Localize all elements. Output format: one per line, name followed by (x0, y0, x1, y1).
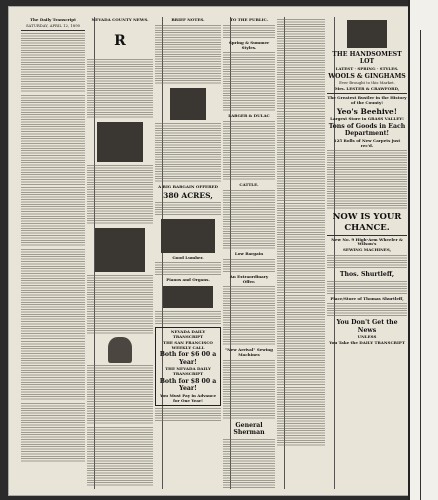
article-text (21, 341, 85, 401)
article-text (155, 311, 221, 325)
article-text (277, 203, 325, 293)
monument-illustration (95, 228, 145, 272)
both-for-6: Both for $6 00 a Year! (159, 351, 217, 366)
column-2 (87, 17, 153, 489)
article-text (87, 165, 153, 225)
article-text (21, 187, 85, 247)
article-text (277, 387, 325, 447)
greatest-rustler-line: The Greatest Rustler in the History of the County! (327, 95, 407, 106)
sewing-machines-line: SEWING MACHINES, (343, 247, 391, 253)
piano-illustration (163, 286, 213, 308)
bargain-headline: Low Bargain (234, 250, 264, 256)
article-text (21, 95, 85, 185)
acres-headline: 380 ACRES, (163, 190, 213, 200)
tons-of-goods-line: Tons of Goods in Each Department! (328, 122, 406, 138)
article-text (223, 439, 275, 489)
article-text (21, 403, 85, 463)
article-text (327, 303, 407, 317)
article-text (21, 249, 85, 339)
beehive-headline: Yeo's Beehive! (336, 107, 398, 117)
column-4 (223, 17, 275, 489)
column-3-header: BRIEF NOTES. (171, 17, 205, 22)
article-text (155, 202, 221, 216)
article-text (327, 150, 407, 210)
landscape-illustration (161, 219, 215, 253)
article-text (223, 52, 275, 112)
article-text (223, 286, 275, 346)
article-text (327, 255, 407, 269)
wheeler-wilson-line: New No. 9 High-Arm Wheeler & Wilson's (331, 236, 403, 247)
lumber-headline: Good Lumber. (172, 254, 204, 260)
article-text (87, 365, 153, 425)
decorative-initial-icon: R (105, 26, 135, 56)
engraving-illustration (97, 122, 143, 162)
masthead-date: SATURDAY, APRIL 12, 1890 (25, 22, 81, 28)
pianos-headline: Pianos and Organs. (166, 277, 210, 283)
shurtleff-headline: Thos. Shurtleff, (339, 271, 395, 279)
column-1 (21, 17, 85, 489)
article-text (223, 360, 275, 420)
latest-styles-headline: LATEST · SPRING · STYLES. (335, 65, 399, 71)
article-text (87, 275, 153, 335)
largest-store-line: Largest Store in GRASS VALLEY! (330, 116, 404, 122)
column-4-header: TO THE PUBLIC. (229, 17, 269, 22)
weekly-call-label: THE SAN FRANCISCO WEEKLY CALL (163, 339, 213, 350)
shurtleff-store-line: Place/Store of Thomas Shurtleff, (330, 295, 404, 301)
cattle-headline: CATTLE. (239, 182, 259, 188)
portrait-illustration (108, 337, 132, 363)
article-text (223, 190, 275, 250)
extraordinary-headline: An Extraordinary Offer. (229, 273, 269, 284)
wools-ginghams-headline: WOOLS & GINGHAMS (328, 72, 406, 80)
column-2-header: NEVADA COUNTY NEWS. (91, 17, 149, 22)
daily-transcript-label: THE NEVADA DAILY TRANSCRIPT (165, 366, 211, 377)
carpets-line: 125 Rolls of New Carpets just rec'd. (333, 137, 401, 148)
advance-label: You Must Pay in Advance for One Year! (159, 392, 217, 403)
larger-dulac-headline: LARGER & DULAC (228, 113, 270, 119)
article-text (223, 25, 275, 39)
article-text (327, 281, 407, 295)
article-text (87, 427, 153, 487)
dont-get-news-headline: You Don't Get the News (336, 319, 398, 334)
article-text (21, 33, 85, 93)
article-text (87, 59, 153, 119)
market-line: Ever Brought to this Market. (339, 80, 395, 86)
article-text (155, 408, 221, 422)
bargain-headline: A BIG BARGAIN OFFERED (158, 183, 218, 189)
subscription-ad (155, 327, 221, 406)
column-3 (155, 17, 221, 489)
building-illustration (170, 88, 206, 120)
masthead-title: The Daily Transcript (30, 17, 76, 22)
unless-line: UNLESS (357, 334, 377, 340)
spring-styles-headline: Spring & Summer Styles. (228, 39, 270, 50)
article-text (155, 262, 221, 276)
nevada-transcript-label: NEVADA DAILY TRANSCRIPT (170, 329, 206, 339)
handsomest-lot-headline: THE HANDSOMEST LOT (332, 51, 402, 66)
article-text (277, 111, 325, 201)
column-5 (277, 17, 325, 489)
article-text (277, 295, 325, 385)
general-sherman-headline: General Sherman (233, 421, 265, 437)
take-transcript-line: You Take the DAILY TRANSCRIPT (329, 339, 405, 345)
article-text (155, 123, 221, 183)
article-text (223, 259, 275, 273)
lester-crawford-headline: Mrs. LESTER & CRAWFORD, (334, 85, 400, 91)
column-6 (327, 17, 407, 489)
article-text (155, 25, 221, 85)
sewing-machines-headline: "New Arrival" Sewing Machines (225, 347, 273, 358)
binding-margin (408, 0, 438, 500)
advertisement-illustration (347, 20, 387, 48)
newspaper-page (8, 6, 410, 496)
article-text (277, 19, 325, 109)
article-text (223, 121, 275, 181)
both-for-8: Both for $8 00 a Year! (159, 377, 217, 393)
now-is-your-chance-headline: NOW IS YOUR CHANCE. (332, 212, 402, 233)
